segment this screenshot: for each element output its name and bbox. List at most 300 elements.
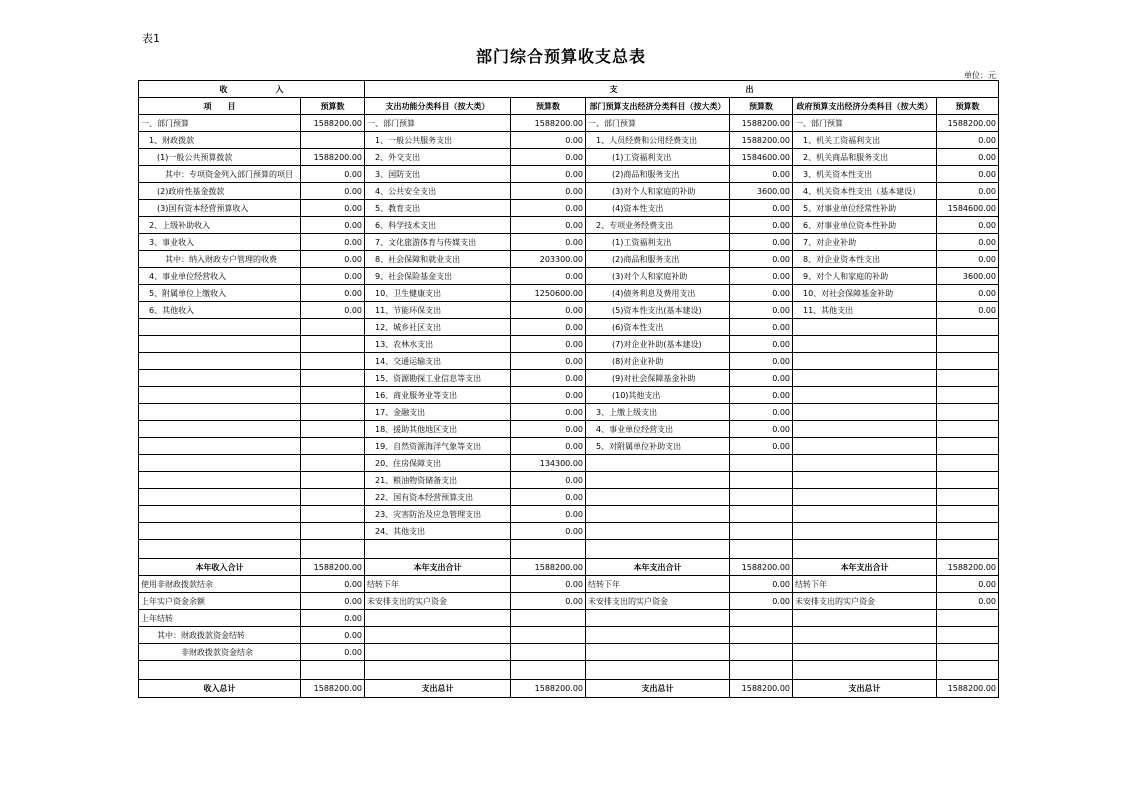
item-cell: 其中：财政拨款资金结转 (139, 627, 301, 644)
amount-cell (730, 540, 793, 559)
item-cell (586, 627, 730, 644)
item-cell: 10、卫生健康支出 (365, 285, 511, 302)
section-header-row (139, 81, 999, 98)
amount-cell: 0.00 (730, 268, 793, 285)
amount-cell (301, 387, 365, 404)
amount-cell: 0.00 (511, 353, 586, 370)
amount-cell (730, 489, 793, 506)
item-cell (365, 610, 511, 627)
amount-cell (301, 661, 365, 680)
amount-cell: 0.00 (937, 593, 999, 610)
item-cell: 非财政拨款资金结余 (139, 644, 301, 661)
amount-cell (937, 353, 999, 370)
item-cell (586, 506, 730, 523)
amount-cell (730, 644, 793, 661)
table-row (139, 370, 999, 387)
amount-cell (730, 661, 793, 680)
item-cell: 21、粮油物资储备支出 (365, 472, 511, 489)
item-cell: (3)对个人和家庭补助 (586, 268, 730, 285)
amount-cell (301, 370, 365, 387)
unit-label: 单位：元 (964, 71, 996, 80)
amount-cell (937, 370, 999, 387)
amount-cell: 0.00 (511, 593, 586, 610)
item-cell (139, 438, 301, 455)
item-cell: 一、部门预算 (793, 115, 937, 132)
item-cell: 6、科学技术支出 (365, 217, 511, 234)
amount-cell (730, 610, 793, 627)
amount-cell: 0.00 (511, 336, 586, 353)
item-cell: (3)对个人和家庭的补助 (586, 183, 730, 200)
item-cell: 2、外交支出 (365, 149, 511, 166)
item-cell (793, 523, 937, 540)
spacer-row (139, 661, 999, 680)
amount-cell (937, 387, 999, 404)
amount-cell: 0.00 (301, 610, 365, 627)
amount-cell: 0.00 (301, 251, 365, 268)
table-row (139, 472, 999, 489)
amount-cell (301, 506, 365, 523)
amount-cell: 0.00 (511, 217, 586, 234)
item-cell: 3、机关资本性支出 (793, 166, 937, 183)
item-cell: 6、对事业单位资本性补助 (793, 217, 937, 234)
col-header-income-amount: 预算数 (301, 98, 365, 115)
item-cell: 11、节能环保支出 (365, 302, 511, 319)
col-header-functional-amount: 预算数 (511, 98, 586, 115)
item-cell (139, 489, 301, 506)
table-row (139, 251, 999, 268)
item-cell: 22、国有资本经营预算支出 (365, 489, 511, 506)
item-cell: 16、商业服务业等支出 (365, 387, 511, 404)
item-cell: (2)商品和服务支出 (586, 166, 730, 183)
amount-cell: 0.00 (511, 183, 586, 200)
item-cell (793, 610, 937, 627)
amount-cell (511, 540, 586, 559)
table-row (139, 319, 999, 336)
amount-cell: 0.00 (511, 523, 586, 540)
amount-cell: 0.00 (301, 217, 365, 234)
amount-cell: 0.00 (730, 200, 793, 217)
amount-cell: 0.00 (511, 268, 586, 285)
amount-cell: 0.00 (511, 200, 586, 217)
expense-section-header: 支 出 (365, 81, 999, 98)
amount-cell (511, 610, 586, 627)
table-row (139, 610, 999, 627)
amount-cell: 0.00 (301, 285, 365, 302)
amount-cell: 0.00 (937, 251, 999, 268)
amount-cell: 0.00 (730, 370, 793, 387)
subtotal-row (139, 559, 999, 576)
amount-cell: 0.00 (511, 489, 586, 506)
item-cell: (2)政府性基金拨款 (139, 183, 301, 200)
amount-cell (301, 438, 365, 455)
amount-cell: 1588200.00 (937, 680, 999, 698)
table-row (139, 576, 999, 593)
item-cell (139, 661, 301, 680)
col-header-dept-economic-amount: 预算数 (730, 98, 793, 115)
amount-cell: 0.00 (937, 132, 999, 149)
amount-cell (301, 353, 365, 370)
amount-cell: 0.00 (511, 506, 586, 523)
item-cell: 4、事业单位经营支出 (586, 421, 730, 438)
item-cell: 9、社会保险基金支出 (365, 268, 511, 285)
amount-cell (511, 661, 586, 680)
col-header-income-item: 项 目 (139, 98, 301, 115)
item-cell: 23、灾害防治及应急管理支出 (365, 506, 511, 523)
item-cell (586, 455, 730, 472)
item-cell (793, 661, 937, 680)
item-cell: 10、对社会保障基金补助 (793, 285, 937, 302)
amount-cell: 0.00 (511, 149, 586, 166)
item-cell: 结转下年 (586, 576, 730, 593)
item-cell: 7、对企业补助 (793, 234, 937, 251)
item-cell: 3、国防支出 (365, 166, 511, 183)
item-cell (586, 489, 730, 506)
item-cell: 5、附属单位上缴收入 (139, 285, 301, 302)
item-cell: 上年实户资金余额 (139, 593, 301, 610)
item-cell (365, 627, 511, 644)
amount-cell (301, 523, 365, 540)
table-row (139, 404, 999, 421)
item-cell: 1、机关工资福利支出 (793, 132, 937, 149)
item-cell: 一、部门预算 (139, 115, 301, 132)
item-cell: 本年收入合计 (139, 559, 301, 576)
amount-cell: 0.00 (511, 370, 586, 387)
amount-cell: 1588200.00 (301, 115, 365, 132)
amount-cell: 0.00 (730, 319, 793, 336)
item-cell: 8、社会保障和就业支出 (365, 251, 511, 268)
item-cell (139, 336, 301, 353)
amount-cell: 1588200.00 (730, 680, 793, 698)
amount-cell (937, 627, 999, 644)
amount-cell: 1588200.00 (937, 559, 999, 576)
amount-cell: 0.00 (730, 421, 793, 438)
amount-cell (511, 644, 586, 661)
item-cell: 20、住房保障支出 (365, 455, 511, 472)
table-row (139, 285, 999, 302)
item-cell: 19、自然资源海洋气象等支出 (365, 438, 511, 455)
table-row (139, 489, 999, 506)
amount-cell (511, 627, 586, 644)
table-body (139, 81, 999, 698)
amount-cell: 1588200.00 (937, 115, 999, 132)
col-header-gov-economic-amount: 预算数 (937, 98, 999, 115)
item-cell: (4)资本性支出 (586, 200, 730, 217)
amount-cell: 0.00 (730, 593, 793, 610)
item-cell: 3、事业收入 (139, 234, 301, 251)
spacer-row (139, 540, 999, 559)
amount-cell: 0.00 (937, 149, 999, 166)
item-cell (793, 438, 937, 455)
item-cell: (6)资本性支出 (586, 319, 730, 336)
col-header-gov-economic-class: 政府预算支出经济分类科目（按大类） (793, 98, 937, 115)
amount-cell: 1588200.00 (730, 559, 793, 576)
item-cell: 支出总计 (365, 680, 511, 698)
item-cell (793, 404, 937, 421)
item-cell (586, 540, 730, 559)
amount-cell (730, 627, 793, 644)
item-cell: 2、机关商品和服务支出 (793, 149, 937, 166)
income-section-header: 收 入 (139, 81, 365, 98)
item-cell: 支出总计 (793, 680, 937, 698)
item-cell (793, 319, 937, 336)
amount-cell: 0.00 (511, 132, 586, 149)
item-cell: 2、上级补助收入 (139, 217, 301, 234)
table-row (139, 523, 999, 540)
amount-cell: 0.00 (301, 302, 365, 319)
amount-cell: 0.00 (511, 438, 586, 455)
amount-cell: 1588200.00 (301, 559, 365, 576)
item-cell: 5、教育支出 (365, 200, 511, 217)
item-cell (793, 644, 937, 661)
amount-cell: 1584600.00 (937, 200, 999, 217)
item-cell: 24、其他支出 (365, 523, 511, 540)
item-cell (365, 644, 511, 661)
item-cell: (4)债务利息及费用支出 (586, 285, 730, 302)
amount-cell (937, 523, 999, 540)
item-cell (793, 472, 937, 489)
item-cell (793, 455, 937, 472)
amount-cell: 0.00 (511, 421, 586, 438)
amount-cell: 0.00 (730, 353, 793, 370)
amount-cell: 0.00 (937, 576, 999, 593)
table-row (139, 183, 999, 200)
item-cell (139, 353, 301, 370)
item-cell: (3)国有资本经营预算收入 (139, 200, 301, 217)
amount-cell: 0.00 (511, 319, 586, 336)
amount-cell: 0.00 (511, 576, 586, 593)
table-row (139, 387, 999, 404)
amount-cell (937, 644, 999, 661)
item-cell: 5、对附属单位补助支出 (586, 438, 730, 455)
amount-cell: 0.00 (730, 336, 793, 353)
item-cell: 15、资源勘探工业信息等支出 (365, 370, 511, 387)
amount-cell: 1588200.00 (730, 132, 793, 149)
amount-cell: 0.00 (511, 404, 586, 421)
table-row (139, 438, 999, 455)
amount-cell: 0.00 (511, 302, 586, 319)
item-cell (139, 506, 301, 523)
item-cell (793, 421, 937, 438)
amount-cell: 0.00 (301, 200, 365, 217)
item-cell: 支出总计 (586, 680, 730, 698)
table-number-label: 表1 (142, 32, 160, 45)
item-cell: 14、交通运输支出 (365, 353, 511, 370)
table-row (139, 115, 999, 132)
item-cell (586, 661, 730, 680)
amount-cell: 0.00 (730, 302, 793, 319)
amount-cell: 1588200.00 (511, 680, 586, 698)
table-row (139, 644, 999, 661)
amount-cell: 1588200.00 (301, 680, 365, 698)
amount-cell (301, 472, 365, 489)
item-cell: (2)商品和服务支出 (586, 251, 730, 268)
amount-cell (301, 455, 365, 472)
item-cell (793, 627, 937, 644)
item-cell: 5、对事业单位经常性补助 (793, 200, 937, 217)
item-cell: (9)对社会保障基金补助 (586, 370, 730, 387)
item-cell: (1)一般公共预算拨款 (139, 149, 301, 166)
amount-cell: 0.00 (730, 217, 793, 234)
item-cell: 4、公共安全支出 (365, 183, 511, 200)
amount-cell: 0.00 (730, 251, 793, 268)
item-cell: 4、事业单位经营收入 (139, 268, 301, 285)
table-row (139, 149, 999, 166)
amount-cell (937, 438, 999, 455)
item-cell (365, 540, 511, 559)
amount-cell: 0.00 (730, 285, 793, 302)
budget-summary-table (138, 80, 999, 698)
amount-cell (937, 319, 999, 336)
amount-cell (301, 404, 365, 421)
item-cell: 未安排支出的实户资金 (365, 593, 511, 610)
item-cell (793, 387, 937, 404)
table-row (139, 234, 999, 251)
table-row (139, 353, 999, 370)
amount-cell: 0.00 (301, 166, 365, 183)
item-cell: 一、部门预算 (586, 115, 730, 132)
item-cell (793, 489, 937, 506)
amount-cell: 0.00 (937, 234, 999, 251)
item-cell: 收入总计 (139, 680, 301, 698)
amount-cell: 0.00 (511, 472, 586, 489)
item-cell: 2、专项业务经费支出 (586, 217, 730, 234)
item-cell: 1、财政拨款 (139, 132, 301, 149)
item-cell: 其中：专项资金列入部门预算的项目 (139, 166, 301, 183)
amount-cell: 0.00 (937, 166, 999, 183)
amount-cell: 3600.00 (730, 183, 793, 200)
amount-cell: 1588200.00 (730, 115, 793, 132)
amount-cell: 1588200.00 (511, 115, 586, 132)
table-row (139, 506, 999, 523)
item-cell: 7、文化旅游体育与传媒支出 (365, 234, 511, 251)
amount-cell: 3600.00 (937, 268, 999, 285)
item-cell (793, 506, 937, 523)
amount-cell: 0.00 (301, 593, 365, 610)
grand-total-row (139, 680, 999, 698)
amount-cell: 0.00 (937, 217, 999, 234)
item-cell: 11、其他支出 (793, 302, 937, 319)
item-cell: 12、城乡社区支出 (365, 319, 511, 336)
amount-cell (301, 421, 365, 438)
item-cell: 3、上缴上级支出 (586, 404, 730, 421)
amount-cell: 203300.00 (511, 251, 586, 268)
item-cell: 17、金融支出 (365, 404, 511, 421)
item-cell: (5)资本性支出(基本建设) (586, 302, 730, 319)
column-header-row (139, 98, 999, 115)
amount-cell: 0.00 (301, 183, 365, 200)
item-cell (793, 353, 937, 370)
table-row (139, 217, 999, 234)
item-cell (365, 661, 511, 680)
item-cell (139, 472, 301, 489)
amount-cell (937, 661, 999, 680)
table-row (139, 200, 999, 217)
item-cell (586, 472, 730, 489)
amount-cell: 0.00 (301, 627, 365, 644)
amount-cell (937, 610, 999, 627)
table-row (139, 268, 999, 285)
item-cell: 未安排支出的实户资金 (586, 593, 730, 610)
table-row (139, 627, 999, 644)
item-cell: 1、一般公共服务支出 (365, 132, 511, 149)
amount-cell: 0.00 (511, 166, 586, 183)
amount-cell: 0.00 (301, 644, 365, 661)
amount-cell (301, 336, 365, 353)
amount-cell (937, 421, 999, 438)
item-cell (793, 370, 937, 387)
amount-cell: 0.00 (730, 576, 793, 593)
item-cell: (7)对企业补助(基本建设) (586, 336, 730, 353)
amount-cell: 1584600.00 (730, 149, 793, 166)
item-cell (139, 370, 301, 387)
amount-cell (730, 472, 793, 489)
amount-cell: 0.00 (301, 576, 365, 593)
item-cell: (1)工资福利支出 (586, 234, 730, 251)
item-cell: 本年支出合计 (365, 559, 511, 576)
item-cell: 结转下年 (365, 576, 511, 593)
amount-cell (937, 404, 999, 421)
item-cell: 本年支出合计 (793, 559, 937, 576)
item-cell: 使用非财政拨款结余 (139, 576, 301, 593)
amount-cell: 134300.00 (511, 455, 586, 472)
amount-cell (937, 455, 999, 472)
amount-cell: 0.00 (511, 387, 586, 404)
item-cell (139, 455, 301, 472)
amount-cell: 1250600.00 (511, 285, 586, 302)
amount-cell (937, 472, 999, 489)
col-header-functional-class: 支出功能分类科目（按大类） (365, 98, 511, 115)
item-cell: (8)对企业补助 (586, 353, 730, 370)
item-cell: 4、机关资本性支出（基本建设） (793, 183, 937, 200)
item-cell (586, 610, 730, 627)
amount-cell: 1588200.00 (301, 149, 365, 166)
item-cell: 1、人员经费和公用经费支出 (586, 132, 730, 149)
amount-cell (730, 506, 793, 523)
item-cell: 未安排支出的实户资金 (793, 593, 937, 610)
item-cell: (1)工资福利支出 (586, 149, 730, 166)
item-cell: 13、农林水支出 (365, 336, 511, 353)
amount-cell: 0.00 (730, 438, 793, 455)
table-row (139, 455, 999, 472)
amount-cell: 0.00 (730, 166, 793, 183)
amount-cell (937, 506, 999, 523)
amount-cell: 0.00 (937, 183, 999, 200)
amount-cell: 0.00 (301, 268, 365, 285)
page-title: 部门综合预算收支总表 (475, 47, 646, 66)
col-header-dept-economic-class: 部门预算支出经济分类科目（按大类） (586, 98, 730, 115)
amount-cell (937, 540, 999, 559)
amount-cell: 0.00 (301, 234, 365, 251)
item-cell (139, 540, 301, 559)
item-cell (139, 421, 301, 438)
item-cell: 本年支出合计 (586, 559, 730, 576)
table-row (139, 166, 999, 183)
amount-cell: 0.00 (730, 404, 793, 421)
table-row (139, 132, 999, 149)
amount-cell (937, 336, 999, 353)
amount-cell (301, 319, 365, 336)
item-cell (793, 336, 937, 353)
amount-cell: 0.00 (937, 285, 999, 302)
table-row (139, 302, 999, 319)
table-row (139, 336, 999, 353)
amount-cell (730, 455, 793, 472)
item-cell: 9、对个人和家庭的补助 (793, 268, 937, 285)
item-cell: 上年结转 (139, 610, 301, 627)
amount-cell (730, 523, 793, 540)
amount-cell: 0.00 (937, 302, 999, 319)
table-row (139, 421, 999, 438)
